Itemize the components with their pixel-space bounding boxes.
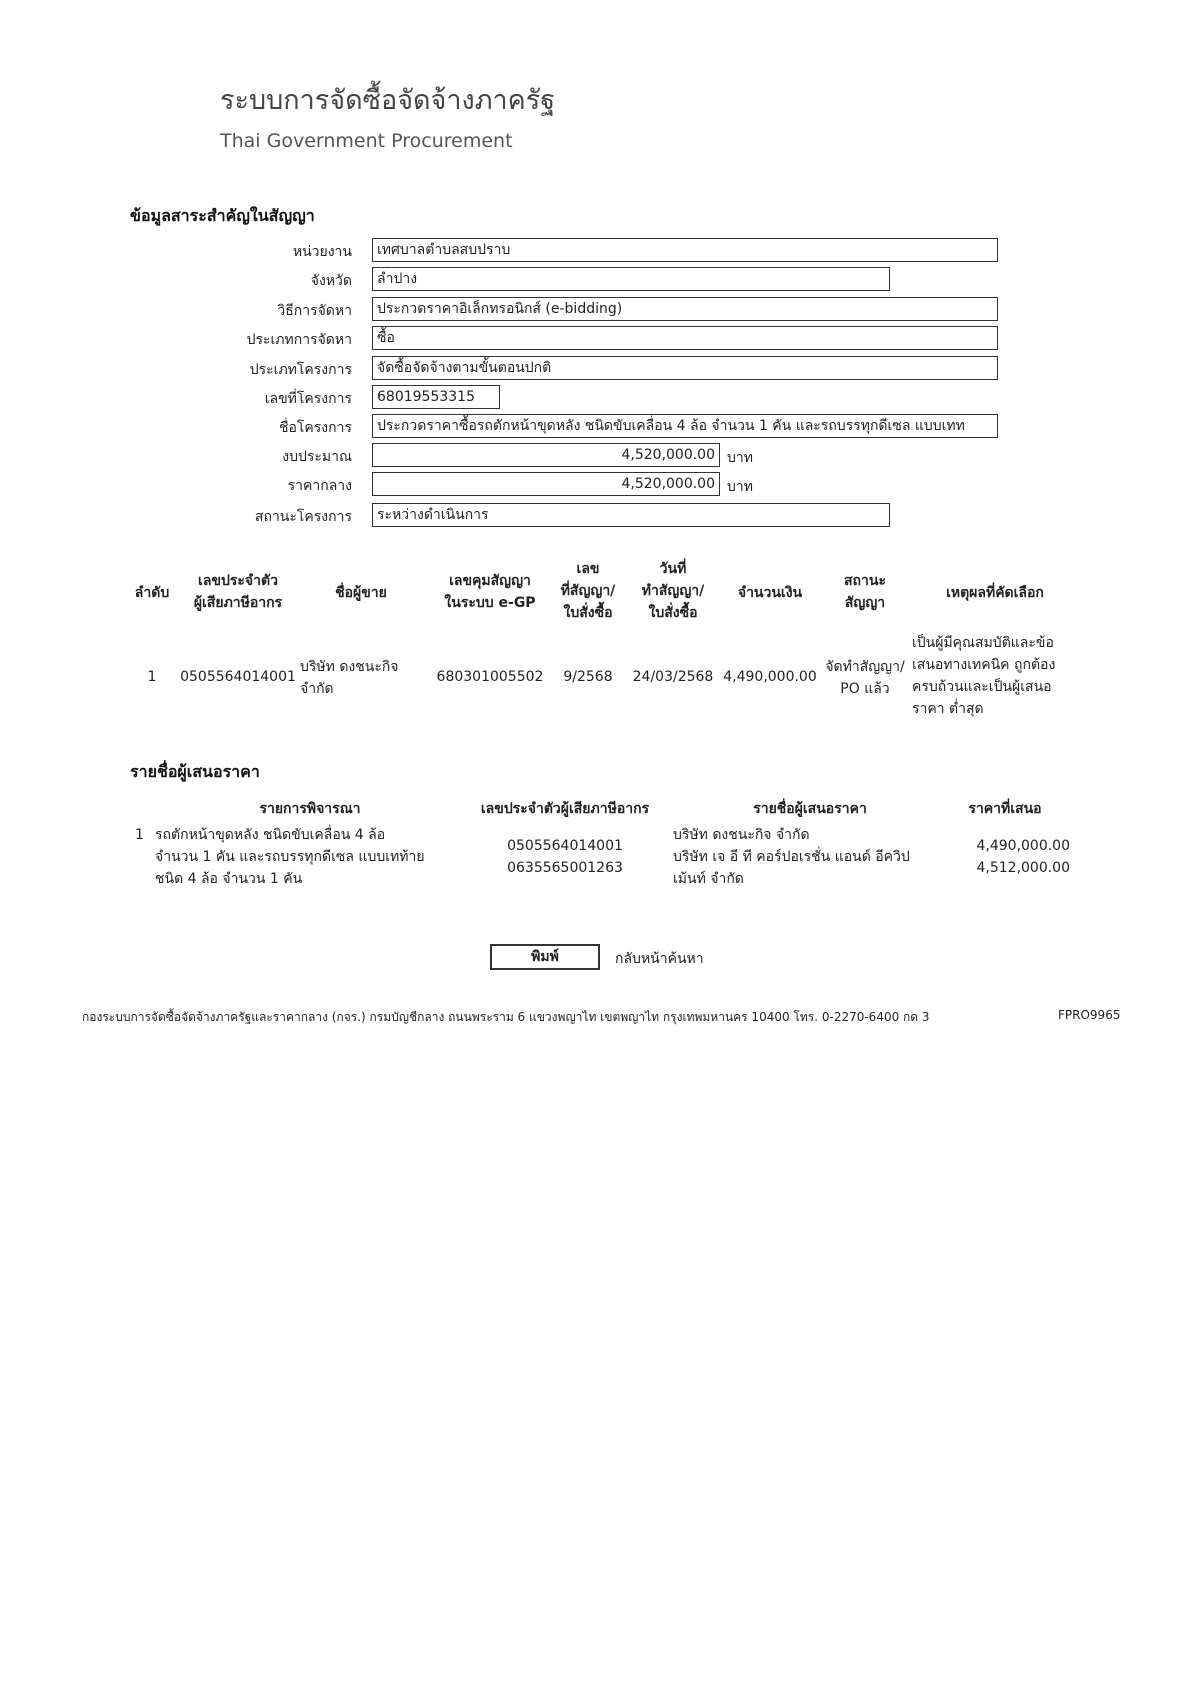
project-status-label: สถานะโครงการ (254, 509, 352, 525)
median-price-label: ราคากลาง (287, 478, 352, 494)
row-status-line1: จัดทำสัญญา/ (825, 659, 905, 675)
procurement-type-field: ซื้อ (372, 326, 998, 350)
bidder-name: บริษัท เจ อี ที คอร์ปอเรชั่น แอนด์ อีควิป (673, 849, 910, 865)
row-reason-line4: ราคา ต่ำสุด (912, 701, 984, 717)
col-date-header (630, 558, 716, 624)
bidders-name-header: รายชื่อผู้เสนอราคา (753, 801, 867, 817)
bidder-item-line2: จำนวน 1 คัน และรถบรรทุกดีเซล แบบเทท้าย (155, 849, 425, 865)
project-type-label: ประเภทโครงการ (249, 362, 352, 378)
col-date-header-line1: วันที่ (659, 561, 687, 577)
agency-label: หน่วยงาน (292, 244, 352, 260)
bidder-name: บริษัท ดงชนะกิจ จำกัด (673, 827, 810, 843)
col-amount-header: จำนวนเงิน (737, 585, 803, 601)
col-contract-no-header-line2: ที่สัญญา/ (560, 583, 616, 599)
procurement-method-field: ประกวดราคาอิเล็กทรอนิกส์ (e-bidding) (372, 297, 998, 321)
col-control-no-header (428, 570, 552, 614)
bidder-item-line1: รถตักหน้าขุดหลัง ชนิดขับเคลื่อน 4 ล้อ (155, 827, 386, 843)
col-status-header (825, 570, 905, 614)
site-title-thai: ระบบการจัดซื้อจัดจ้างภาครัฐ (220, 85, 556, 116)
col-contract-no-header-line1: เลข (576, 561, 600, 577)
bidder-names (673, 824, 953, 890)
row-reason-line3: ครบถ้วนและเป็นผู้เสนอ (912, 679, 1052, 695)
bidder-tax-id: 0635565001263 (507, 860, 623, 876)
col-reason-header: เหตุผลที่คัดเลือก (946, 585, 1044, 601)
budget-field: 4,520,000.00 (372, 443, 720, 467)
bidder-price: 4,512,000.00 (976, 860, 1070, 876)
row-vendor-line1: บริษัท ดงชนะกิจ (300, 659, 399, 675)
bidder-prices (960, 835, 1070, 879)
project-status-field: ระหว่างดำเนินการ (372, 503, 890, 527)
project-number-label: เลขที่โครงการ (264, 391, 352, 407)
col-tax-id-header-line1: เลขประจำตัว (198, 573, 278, 589)
row-status (820, 656, 910, 700)
row-reason-line2: เสนอทางเทคนิค ถูกต้อง (912, 657, 1056, 673)
row-vendor-line2: จำกัด (300, 681, 334, 697)
row-tax-id: 0505564014001 (180, 669, 296, 685)
budget-unit: บาท (727, 450, 753, 466)
bidder-tax-id: 0505564014001 (507, 838, 623, 854)
bidder-item-no: 1 (135, 827, 144, 843)
bidder-name-continued: เม้นท์ จำกัด (673, 871, 744, 887)
footer-page-code: FPRO9965 (1058, 1008, 1121, 1022)
print-button[interactable]: พิมพ์ (490, 944, 600, 970)
site-title-english: Thai Government Procurement (220, 130, 513, 152)
bidders-price-header: ราคาที่เสนอ (968, 801, 1042, 817)
bidder-item-line3: ชนิด 4 ล้อ จำนวน 1 คัน (155, 871, 303, 887)
col-tax-id-header (178, 570, 298, 614)
col-no-header: ลำดับ (134, 585, 170, 601)
procurement-type-label: ประเภทการจัดหา (246, 332, 352, 348)
contract-info-title: ข้อมูลสาระสำคัญในสัญญา (130, 206, 315, 225)
project-name-field: ประกวดราคาซื้อรถตักหน้าขุดหลัง ชนิดขับเคลื่อน 4 ล้อ จำนวน 1 คัน และรถบรรทุกดีเซล แบบเทท (372, 414, 998, 438)
col-vendor-header: ชื่อผู้ขาย (335, 585, 387, 601)
agency-field: เทศบาลตำบลสบปราบ (372, 238, 998, 262)
row-amount: 4,490,000.00 (723, 669, 817, 685)
row-vendor (300, 656, 422, 700)
footer-address: กองระบบการจัดซื้อจัดจ้างภาครัฐและราคากลาง (กจร.) กรมบัญชีกลาง ถนนพระราม 6 แขวงพญาไท เขตพญาไท กรุงเทพมหานคร 10400 โทร. 0-2270-6400 กด 3 (82, 1010, 930, 1024)
col-contract-no-header (552, 558, 624, 624)
bidder-item-description (155, 824, 455, 890)
col-date-header-line3: ใบสั่งซื้อ (648, 605, 698, 621)
bidders-item-header: รายการพิจารณา (259, 801, 361, 817)
procurement-method-label: วิธีการจัดหา (277, 303, 352, 319)
col-control-no-header-line1: เลขคุมสัญญา (449, 573, 531, 589)
row-date: 24/03/2568 (632, 669, 714, 685)
row-status-line2: PO แล้ว (840, 681, 890, 697)
project-name-label: ชื่อโครงการ (278, 420, 352, 436)
col-contract-no-header-line3: ใบสั่งซื้อ (563, 605, 613, 621)
row-reason-line1: เป็นผู้มีคุณสมบัติและข้อ (912, 635, 1054, 651)
col-control-no-header-line2: ในระบบ e-GP (444, 595, 536, 611)
bidder-tax-ids (490, 835, 640, 879)
back-to-search-link[interactable]: กลับหน้าค้นหา (615, 951, 704, 967)
median-price-unit: บาท (727, 479, 753, 495)
project-type-field: จัดซื้อจัดจ้างตามขั้นตอนปกติ (372, 356, 998, 380)
province-label: จังหวัด (310, 273, 352, 289)
col-tax-id-header-line2: ผู้เสียภาษีอากร (193, 595, 283, 611)
row-no: 1 (147, 669, 157, 685)
province-field: ลำปาง (372, 267, 890, 291)
budget-label: งบประมาณ (282, 449, 352, 465)
bidders-tax-id-header: เลขประจำตัวผู้เสียภาษีอากร (480, 801, 650, 817)
median-price-field: 4,520,000.00 (372, 472, 720, 496)
bidders-title: รายชื่อผู้เสนอราคา (130, 762, 260, 781)
col-date-header-line2: ทำสัญญา/ (641, 583, 705, 599)
col-status-header-line2: สัญญา (844, 595, 886, 611)
row-control-no: 680301005502 (436, 669, 544, 685)
col-status-header-line1: สถานะ (844, 573, 886, 589)
project-number-field: 68019553315 (372, 385, 500, 409)
row-contract-no: 9/2568 (563, 669, 613, 685)
row-reason (912, 632, 1082, 720)
bidder-price: 4,490,000.00 (976, 838, 1070, 854)
